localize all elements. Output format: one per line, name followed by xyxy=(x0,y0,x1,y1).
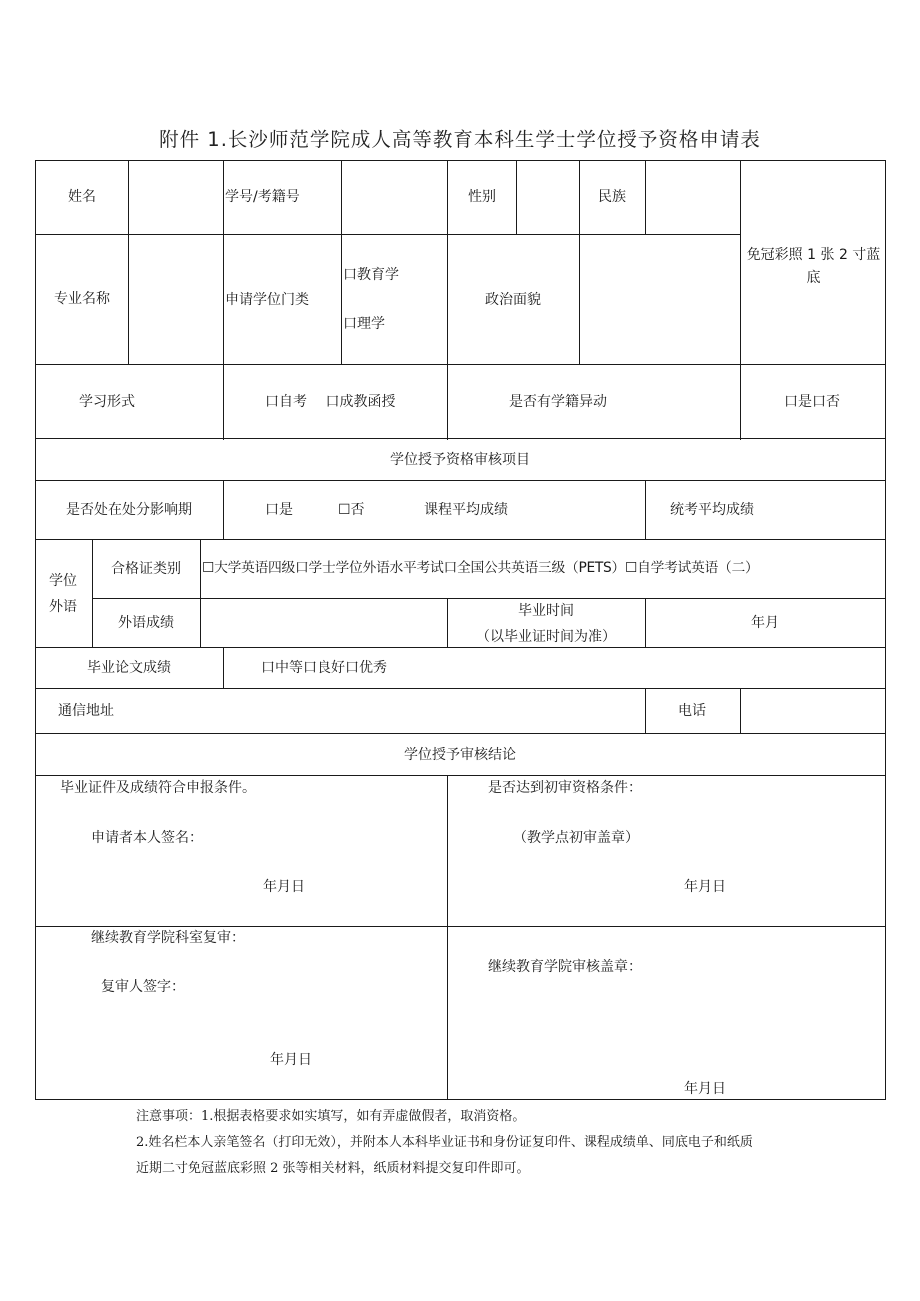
applicant-statement: 毕业证件及成绩符合申报条件。 xyxy=(60,780,256,796)
table-border-bottom xyxy=(35,1099,886,1100)
course-average-label: 课程平均成绩 xyxy=(424,502,508,518)
applicant-date: 年月日 xyxy=(263,879,305,895)
foreign-language-label-2: 外语 xyxy=(49,599,77,615)
rule xyxy=(740,160,741,440)
rule xyxy=(645,160,646,235)
application-form-table xyxy=(35,160,886,1100)
rule xyxy=(35,647,886,648)
exam-average-label: 统考平均成绩 xyxy=(670,502,754,518)
office-review-label: 继续教育学院科室复审： xyxy=(91,930,245,946)
name-label: 姓名 xyxy=(68,189,96,205)
note-2-line-2: 近期二寸免冠蓝底彩照 2 张等相关材料，纸质材料提交复印件即可。 xyxy=(136,1161,530,1176)
discipline-no[interactable]: ☐否 xyxy=(338,502,365,518)
status-change-label: 是否有学籍异动 xyxy=(509,394,607,410)
college-stamp-date: 年月日 xyxy=(684,1081,726,1097)
rule xyxy=(223,160,224,440)
rule xyxy=(35,364,886,365)
major-label: 专业名称 xyxy=(54,291,110,307)
rule xyxy=(35,234,740,235)
rule xyxy=(447,160,448,440)
rule xyxy=(35,539,886,540)
gender-label: 性别 xyxy=(468,189,496,205)
table-border-top xyxy=(35,160,886,161)
discipline-label: 是否处在处分影响期 xyxy=(66,502,192,518)
graduation-time-note: （以毕业证时间为准） xyxy=(476,629,616,645)
notes-section xyxy=(136,1104,881,1182)
rule xyxy=(35,688,886,689)
reviewer-signature-label: 复审人签字： xyxy=(101,979,185,995)
conclusion-header: 学位授予审核结论 xyxy=(404,747,516,763)
rule xyxy=(223,480,224,540)
note-1: 注意事项：1.根据表格要求如实填写，如有弄虚做假者，取消资格。 xyxy=(136,1109,526,1124)
rule xyxy=(740,688,741,734)
form-title: 附件 1.长沙师范学院成人高等教育本科生学士学位授予资格申请表 xyxy=(159,128,761,151)
rule xyxy=(35,733,886,734)
student-id-label: 学号/考籍号 xyxy=(225,189,300,205)
note-2-line-1: 2.姓名栏本人亲笔签名（打印无效），并附本人本科毕业证书和身份证复印件、课程成绩单、同底电子和纸质 xyxy=(136,1135,753,1150)
rule xyxy=(35,438,886,439)
rule xyxy=(516,160,517,235)
address-label: 通信地址 xyxy=(58,703,114,719)
language-score-label: 外语成绩 xyxy=(118,615,174,631)
rule xyxy=(645,688,646,734)
office-review-date: 年月日 xyxy=(270,1052,312,1068)
thesis-score-label: 毕业论文成绩 xyxy=(87,660,171,676)
rule xyxy=(645,480,646,540)
rule xyxy=(35,480,886,481)
study-mode-options[interactable]: 口自考 口成教函授 xyxy=(265,394,396,410)
college-stamp-label: 继续教育学院审核盖章： xyxy=(488,959,642,975)
initial-review-question: 是否达到初审资格条件： xyxy=(488,780,642,796)
phone-label: 电话 xyxy=(678,703,706,719)
rule xyxy=(645,598,646,648)
initial-review-stamp: （教学点初审盖章） xyxy=(513,830,639,846)
rule xyxy=(92,598,886,599)
rule xyxy=(447,775,448,1100)
discipline-yes[interactable]: 口是 xyxy=(265,502,293,518)
degree-category-label: 申请学位门类 xyxy=(225,292,309,308)
rule xyxy=(35,775,886,776)
initial-review-date: 年月日 xyxy=(684,879,726,895)
rule xyxy=(35,926,886,927)
rule xyxy=(447,598,448,648)
rule xyxy=(341,160,342,365)
rule xyxy=(92,539,93,648)
ethnicity-label: 民族 xyxy=(598,189,626,205)
table-border-right xyxy=(885,160,886,1100)
degree-option-science[interactable]: 口理学 xyxy=(343,316,385,332)
rule xyxy=(579,160,580,365)
graduation-date-value: 年月 xyxy=(751,615,779,631)
thesis-score-options[interactable]: 口中等口良好口优秀 xyxy=(261,660,387,676)
rule xyxy=(223,647,224,689)
study-mode-label: 学习形式 xyxy=(79,394,135,410)
degree-option-education[interactable]: 口教育学 xyxy=(343,267,399,283)
applicant-signature-label: 申请者本人签名： xyxy=(91,830,203,846)
rule xyxy=(200,539,201,648)
photo-note: 免冠彩照 1 张 2 寸蓝底 xyxy=(746,247,881,286)
political-status-label: 政治面貌 xyxy=(485,292,541,308)
cert-type-label: 合格证类别 xyxy=(111,561,181,577)
status-change-options[interactable]: 口是口否 xyxy=(784,394,840,410)
review-items-header: 学位授予资格审核项目 xyxy=(390,452,530,468)
cert-type-options[interactable]: ☐大学英语四级口学士学位外语水平考试口全国公共英语三级（PETS）☐自学考试英语（二） xyxy=(202,560,759,576)
table-border-left xyxy=(35,160,36,1100)
foreign-language-label-1: 学位 xyxy=(49,573,77,589)
rule xyxy=(128,160,129,365)
graduation-time-label: 毕业时间 xyxy=(518,603,574,619)
